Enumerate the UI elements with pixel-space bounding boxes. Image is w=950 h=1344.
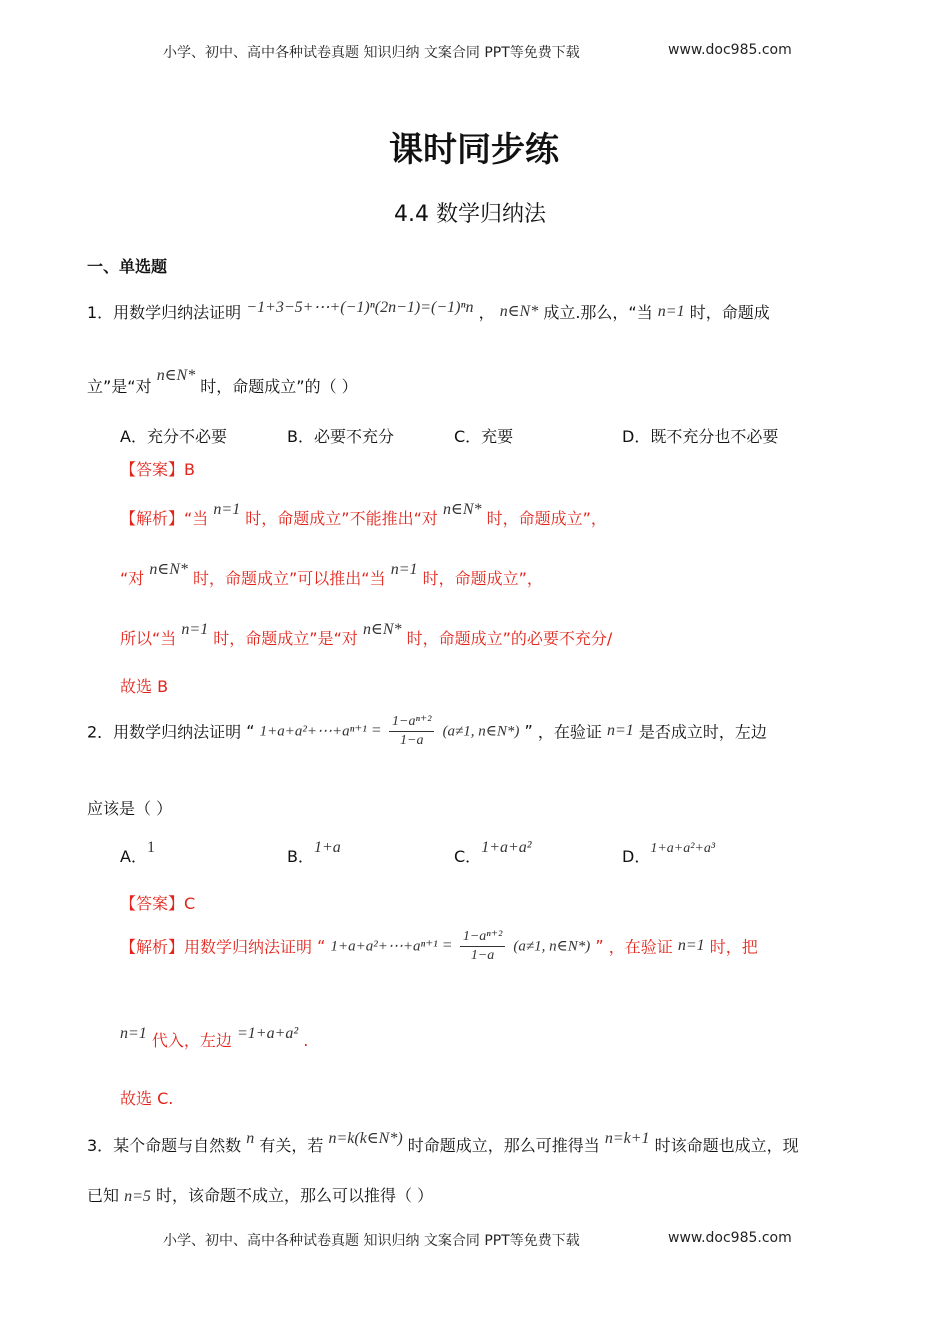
q2-close-quote: ” xyxy=(524,721,533,741)
q2-option-a xyxy=(120,834,155,866)
q1-prefix: 1．用数学归纳法证明 xyxy=(87,303,242,322)
q1-sol1-cond: n∈N* xyxy=(442,501,482,518)
q2-fraction xyxy=(389,713,434,749)
q1-n1: n=1 xyxy=(657,303,685,320)
q2-eq: = xyxy=(371,722,381,739)
q1-sol1-n1: n=1 xyxy=(213,501,241,518)
q2-solution-line2 xyxy=(120,1025,309,1051)
q2-sol1-a: 【解析】用数学归纳法证明 xyxy=(120,937,313,957)
q3-b: 时命题成立，那么可推得当 xyxy=(407,1136,600,1155)
q2-sol1-frac-num: 1−aⁿ⁺² xyxy=(460,928,505,947)
q1-option-d: D．既不充分也不必要 xyxy=(622,427,779,446)
q3-stem-line2 xyxy=(87,1183,433,1206)
q2-solution-line1 xyxy=(120,928,758,964)
q2-sol1-eq: = xyxy=(442,937,452,954)
q1-sol3-cond: n∈N* xyxy=(362,621,402,638)
q2-tail: 是否成立时，左边 xyxy=(638,722,767,742)
q1-answer: 【答案】B xyxy=(120,460,195,479)
q1-stem-line2 xyxy=(87,367,358,397)
q1-sol2-a: “对 xyxy=(120,569,145,588)
header-tagline: 小学、初中、高中各种试卷真题 知识归纳 文案合同 PPT等免费下载 xyxy=(163,45,580,61)
q2-stem-line2: 应该是（ ） xyxy=(87,799,173,818)
q3-line2-b: 时，该命题不成立，那么可以推得（ ） xyxy=(156,1186,434,1205)
q1-sol3-n1: n=1 xyxy=(181,621,209,638)
q3-line2-a: 已知 xyxy=(87,1186,120,1205)
q2-answer: 【答案】C xyxy=(120,894,196,913)
q1-option-a: A．充分不必要 xyxy=(120,427,227,446)
q1-sol3-c: 时，命题成立”的必要不充分/ xyxy=(406,629,613,648)
q1-sol2-c: 时，命题成立”， xyxy=(422,569,543,588)
q1-line2-b: 时，命题成立”的（ ） xyxy=(200,377,358,396)
q2-option-d xyxy=(622,834,716,866)
footer-site[interactable]: www.doc985.com xyxy=(668,1230,792,1246)
q2-sol2-a: 代入，左边 xyxy=(151,1031,232,1050)
q2-sol1-fraction xyxy=(460,928,505,964)
q3-c: 时该命题也成立，现 xyxy=(654,1136,799,1155)
q2-sol1-b: ，在验证 xyxy=(608,937,673,957)
q3-n5: n=5 xyxy=(124,1188,151,1205)
header-site[interactable]: www.doc985.com xyxy=(668,42,792,58)
q3-prefix: 3．某个命题与自然数 xyxy=(87,1136,242,1155)
q1-sol2-n1: n=1 xyxy=(390,561,418,578)
q2-option-a-label: A． xyxy=(120,847,147,866)
q2-sol1-c: 时，把 xyxy=(709,937,758,957)
q2-sol1-open-quote: “ xyxy=(317,936,326,956)
q2-sol2-expr: =1+a+a² xyxy=(237,1025,299,1042)
q1-solution-line3 xyxy=(120,621,613,649)
q1-line2-a: 立”是“对 xyxy=(87,377,152,396)
q2-option-a-value: 1 xyxy=(146,839,155,856)
q2-sol1-cond: (a≠1, n∈N*) xyxy=(513,938,591,955)
q2-sol1-frac-den: 1−a xyxy=(470,948,495,963)
q1-formula: −1+3−5+⋯+(−1)ⁿ(2n−1)=(−1)ⁿn xyxy=(246,299,474,316)
q2-option-d-label: D． xyxy=(622,847,651,866)
q2-option-b-label: B． xyxy=(287,847,314,866)
q2-stem-line1 xyxy=(87,713,767,749)
q2-final: 故选 C. xyxy=(120,1089,174,1108)
q3-a: 有关，若 xyxy=(259,1136,324,1155)
q2-lhs: 1+a+a²+⋯+aⁿ⁺¹ xyxy=(259,723,367,740)
q2-prefix: 2．用数学归纳法证明 xyxy=(87,722,242,742)
q1-condition: n∈N* xyxy=(499,303,539,320)
q1-final: 故选 B xyxy=(120,677,169,696)
q1-line2-cond: n∈N* xyxy=(156,367,196,384)
q1-sol3-a: 所以“当 xyxy=(120,629,177,648)
q2-mid: ，在验证 xyxy=(537,722,602,742)
q2-frac-den: 1−a xyxy=(400,733,424,748)
q2-sol2-dot: . xyxy=(303,1031,309,1050)
q3-n: n xyxy=(246,1130,255,1147)
q2-sol1-close-quote: ” xyxy=(595,936,604,956)
q2-option-c xyxy=(454,834,532,866)
q2-cond: (a≠1, n∈N*) xyxy=(442,723,520,740)
q1-stem-line1 xyxy=(87,300,770,323)
q2-frac-num: 1−aⁿ⁺² xyxy=(389,713,434,732)
q1-sol2-cond: n∈N* xyxy=(149,561,188,578)
q2-open-quote: “ xyxy=(246,721,255,741)
q2-option-b-value: 1+a xyxy=(313,839,341,856)
q2-n1: n=1 xyxy=(607,722,634,739)
q2-sol1-lhs: 1+a+a²+⋯+aⁿ⁺¹ xyxy=(330,938,438,955)
page-title: 课时同步练 xyxy=(389,130,559,170)
q2-option-d-value: 1+a+a²+a³ xyxy=(650,841,716,856)
q3-next: n=k+1 xyxy=(604,1130,650,1147)
q3-cond: n=k(k∈N*) xyxy=(328,1130,403,1147)
page-subtitle: 4.4 数学归纳法 xyxy=(394,202,546,227)
q1-tail: 时，命题成 xyxy=(689,303,770,322)
q1-solution-line2 xyxy=(120,561,543,589)
q1-comma: ， xyxy=(478,303,495,322)
q2-option-c-label: C． xyxy=(454,847,482,866)
q1-sol2-b: 时，命题成立”可以推出“当 xyxy=(193,569,386,588)
q1-sol3-b: 时，命题成立”是“对 xyxy=(213,629,358,648)
q1-solution-line1 xyxy=(120,501,607,529)
q1-option-b: B．必要不充分 xyxy=(287,427,394,446)
q1-mid: 成立.那么，“当 xyxy=(543,303,653,322)
section-heading: 一、单选题 xyxy=(87,257,168,276)
q1-sol1-b: 时，命题成立”不能推出“对 xyxy=(245,509,438,528)
q1-sol1-c: 时，命题成立”， xyxy=(486,509,607,528)
q3-stem-line1 xyxy=(87,1130,799,1156)
q2-option-b xyxy=(287,834,341,866)
q1-sol1-a: 【解析】“当 xyxy=(120,509,209,528)
q2-sol2-n1: n=1 xyxy=(120,1025,147,1042)
q2-sol1-n1: n=1 xyxy=(677,937,705,954)
q2-option-c-value: 1+a+a² xyxy=(481,839,532,856)
footer-tagline: 小学、初中、高中各种试卷真题 知识归纳 文案合同 PPT等免费下载 xyxy=(163,1233,580,1249)
q1-option-c: C．充要 xyxy=(454,427,514,446)
